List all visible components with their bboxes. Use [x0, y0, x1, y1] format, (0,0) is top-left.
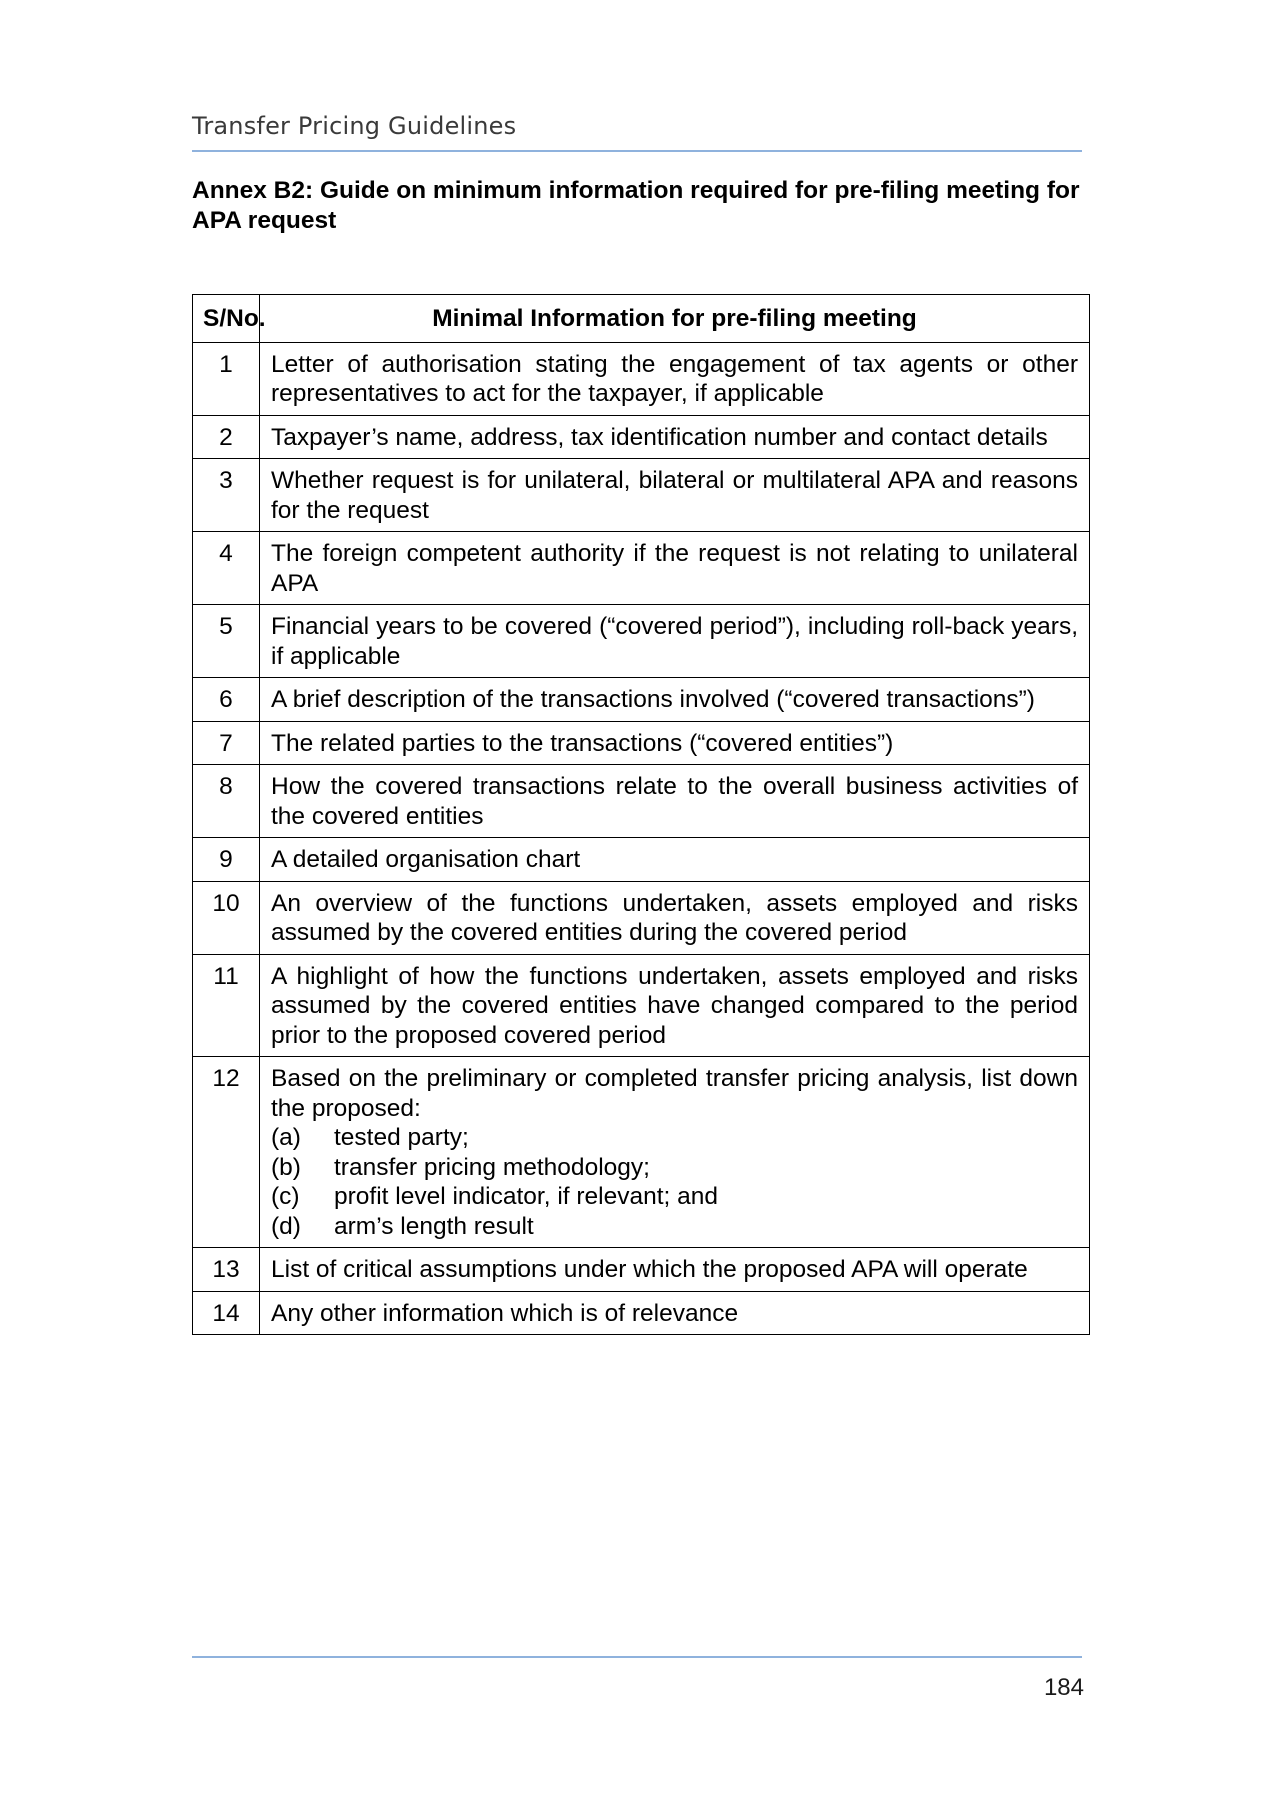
list-item-text: transfer pricing methodology;	[334, 1153, 650, 1181]
footer-divider	[192, 1656, 1082, 1658]
row-number: 14	[193, 1291, 260, 1335]
table-row	[193, 459, 1090, 532]
table-row	[193, 678, 1090, 722]
list-item-text: arm’s length result	[334, 1212, 534, 1240]
row-text: Whether request is for unilateral, bilateral or multilateral APA and reasons for the request	[260, 459, 1090, 532]
table-row	[193, 954, 1090, 1057]
list-marker: (c)	[271, 1183, 300, 1210]
table-row	[193, 881, 1090, 954]
row-text: A brief description of the transactions involved (“covered transactions”)	[260, 678, 1090, 722]
list-item-text: tested party;	[334, 1124, 469, 1151]
row-number: 1	[193, 342, 260, 415]
table-header-row	[193, 295, 1090, 343]
table-row	[193, 532, 1090, 605]
list-marker: (b)	[271, 1153, 301, 1181]
row-text: The foreign competent authority if the request is not relating to unilateral APA	[260, 532, 1090, 605]
row-text: How the covered transactions relate to the overall business activities of the covered entities	[260, 765, 1090, 838]
table-row	[193, 1057, 1090, 1248]
list-item	[271, 1212, 1078, 1242]
row-text: An overview of the functions undertaken, assets employed and risks assumed by the covered entities during the covered period	[260, 881, 1090, 954]
row-text: Based on the preliminary or completed transfer pricing analysis, list down the proposed:	[271, 1065, 1078, 1122]
row-number: 11	[193, 954, 260, 1057]
list-item	[271, 1182, 1078, 1212]
list-marker: (a)	[271, 1124, 301, 1151]
column-header-sno: S/No.	[193, 295, 260, 343]
row-text: Financial years to be covered (“covered period”), including roll-back years, if applicable	[260, 605, 1090, 678]
row-number: 8	[193, 765, 260, 838]
table-row	[193, 342, 1090, 415]
row-number: 3	[193, 459, 260, 532]
row-text: A detailed organisation chart	[260, 838, 1090, 882]
row-number: 12	[193, 1057, 260, 1248]
row-content	[260, 1057, 1090, 1248]
row-number: 7	[193, 721, 260, 765]
row-number: 9	[193, 838, 260, 882]
table-row	[193, 721, 1090, 765]
row-number: 5	[193, 605, 260, 678]
row-number: 10	[193, 881, 260, 954]
header-divider	[192, 150, 1082, 152]
column-header-information: Minimal Information for pre-filing meeting	[260, 295, 1090, 343]
running-header: Transfer Pricing Guidelines	[192, 112, 517, 140]
list-item	[271, 1153, 1078, 1183]
list-marker: (d)	[271, 1212, 301, 1240]
row-text: A highlight of how the functions undertaken, assets employed and risks assumed by the covered entities have changed compared to the period prior to the proposed covered period	[260, 954, 1090, 1057]
row-number: 2	[193, 415, 260, 459]
table-row	[193, 1248, 1090, 1292]
row-number: 6	[193, 678, 260, 722]
page-number: 184	[1043, 1674, 1084, 1701]
row-text: Taxpayer’s name, address, tax identification number and contact details	[260, 415, 1090, 459]
list-item	[271, 1123, 1078, 1153]
row-number: 4	[193, 532, 260, 605]
table-row	[193, 838, 1090, 882]
row-text: List of critical assumptions under which the proposed APA will operate	[260, 1248, 1090, 1292]
row-text: Letter of authorisation stating the engagement of tax agents or other representatives to act for the taxpayer, if applicable	[260, 342, 1090, 415]
annex-title: Annex B2: Guide on minimum information required for pre-filing meeting for APA request	[192, 177, 1080, 234]
table-row	[193, 415, 1090, 459]
table-row	[193, 765, 1090, 838]
row-text: The related parties to the transactions (“covered entities”)	[260, 721, 1090, 765]
list-item-text: profit level indicator, if relevant; and	[334, 1183, 719, 1210]
row-number: 13	[193, 1248, 260, 1292]
row-text: Any other information which is of relevance	[260, 1291, 1090, 1335]
table-row	[193, 1291, 1090, 1335]
table-row	[193, 605, 1090, 678]
proposed-items-list	[271, 1123, 1078, 1241]
minimum-information-table	[192, 294, 1090, 1335]
